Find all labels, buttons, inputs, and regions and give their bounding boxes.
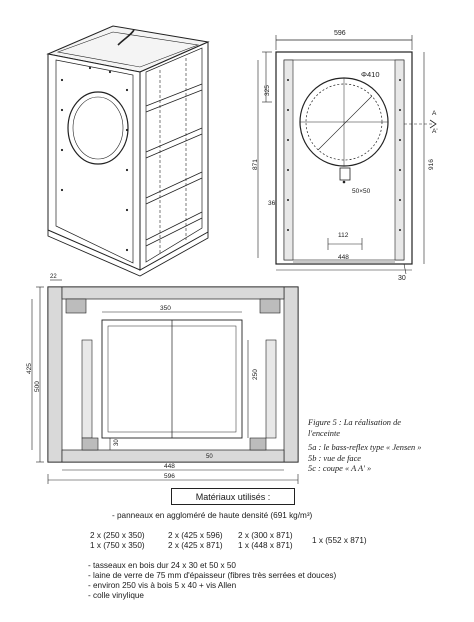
section-dim-right: 250 bbox=[252, 369, 259, 380]
materials-item: 1 x (750 x 350) bbox=[90, 541, 145, 550]
materials-col-4 bbox=[312, 536, 367, 546]
materials-item: 1 x (448 x 871) bbox=[238, 541, 293, 550]
front-dim-right: 916 bbox=[428, 159, 435, 170]
front-width-label: 596 bbox=[334, 30, 346, 37]
materials-list-item: - environ 250 vis à bois 5 x 40 + vis Allen bbox=[88, 581, 237, 590]
materials-item: 2 x (425 x 596) bbox=[168, 531, 223, 540]
section-marker-a: A bbox=[432, 110, 437, 117]
figure-caption bbox=[308, 418, 468, 475]
caption-title-1: Figure 5 : La réalisation de bbox=[308, 418, 401, 427]
port-size-label: 50×50 bbox=[352, 188, 371, 195]
materials-item: 2 x (425 x 871) bbox=[168, 541, 223, 550]
materials-col-1 bbox=[90, 531, 145, 551]
materials-col-2 bbox=[168, 531, 223, 551]
materials-item: 2 x (300 x 871) bbox=[238, 531, 293, 540]
materials-col-3 bbox=[238, 531, 293, 551]
materials-list bbox=[88, 561, 336, 601]
front-dim-left: 871 bbox=[252, 159, 259, 170]
front-dim-top: 325 bbox=[264, 85, 271, 96]
caption-c: 5c : coupe « A A' » bbox=[308, 464, 372, 473]
caption-a: 5a : le bass-reflex type « Jensen » bbox=[308, 443, 422, 452]
front-bottom-foot-label: 30 bbox=[398, 275, 406, 282]
front-bottom-inner-label: 448 bbox=[338, 254, 349, 261]
section-dim-left-outer: 500 bbox=[34, 381, 41, 392]
materials-item: 1 x (552 x 871) bbox=[312, 536, 367, 545]
materials-list-item: - colle vinylique bbox=[88, 591, 144, 600]
front-dim-wall: 36 bbox=[268, 200, 276, 207]
section-dim-inner-width: 350 bbox=[160, 305, 171, 312]
section-dim-top: 22 bbox=[50, 274, 57, 280]
caption-title-2: l'enceinte bbox=[308, 428, 341, 438]
section-dim-small-1: 30 bbox=[114, 439, 120, 446]
section-dim-bottom-outer: 596 bbox=[164, 473, 175, 480]
section-dim-bottom-inner: 448 bbox=[164, 463, 175, 470]
materials-panels: - panneaux en aggloméré de haute densité (691 kg/m³) bbox=[112, 511, 313, 520]
materials-list-item: - tasseaux en bois dur 24 x 30 et 50 x 50 bbox=[88, 561, 236, 570]
materials-title: Matériaux utilisés : bbox=[171, 488, 295, 505]
speaker-diameter-label: Φ410 bbox=[361, 70, 380, 79]
caption-b: 5b : vue de face bbox=[308, 453, 362, 463]
section-dim-small-2: 50 bbox=[206, 454, 213, 460]
materials-list-item: - laine de verre de 75 mm d'épaisseur (fibres très serrées et douces) bbox=[88, 571, 337, 580]
section-marker-a-prime: A' bbox=[432, 128, 438, 135]
section-dim-left-inner: 425 bbox=[26, 363, 33, 374]
materials-item: 2 x (250 x 350) bbox=[90, 531, 145, 540]
port-width-label: 112 bbox=[338, 232, 349, 239]
